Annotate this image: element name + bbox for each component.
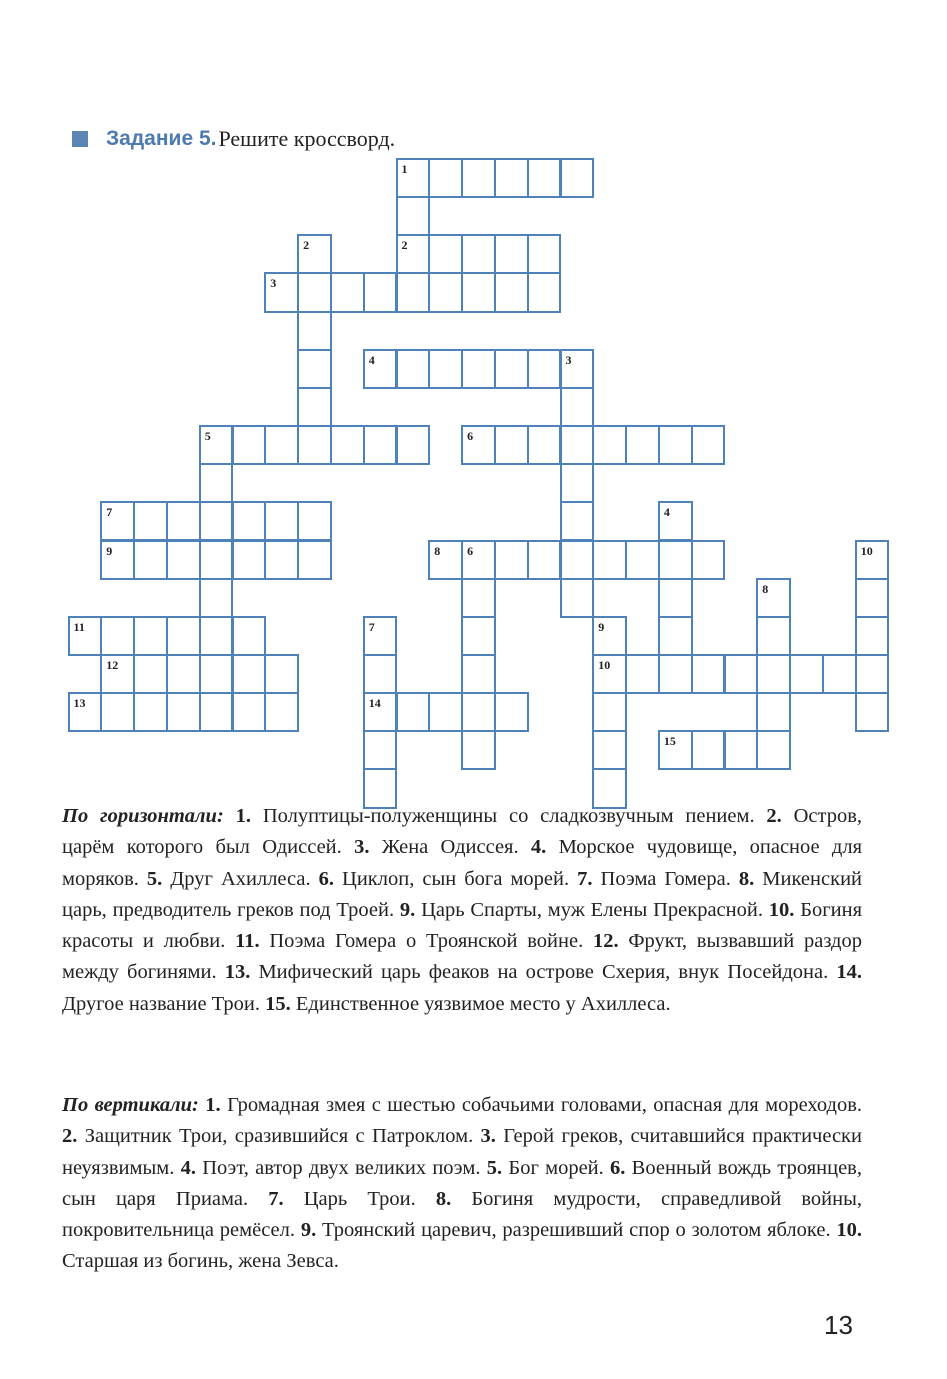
crossword-cell[interactable] xyxy=(527,540,562,580)
crossword-cell[interactable] xyxy=(133,654,168,694)
vertical-clue-text: Защитник Трои, сразившийся с Патроклом. xyxy=(77,1125,481,1148)
clue-number: 10 xyxy=(598,657,611,672)
crossword-cell[interactable] xyxy=(461,616,496,656)
crossword-cell[interactable] xyxy=(461,654,496,694)
clue-number: 11 xyxy=(73,619,85,634)
crossword-cell[interactable] xyxy=(691,425,726,465)
crossword-cell[interactable] xyxy=(428,234,463,274)
crossword-cell[interactable] xyxy=(232,540,267,580)
horizontal-clue-number: 15. xyxy=(265,992,291,1015)
crossword-cell[interactable] xyxy=(691,654,726,694)
crossword-cell[interactable] xyxy=(560,425,595,465)
crossword-cell[interactable] xyxy=(363,730,398,770)
crossword-cell[interactable] xyxy=(232,501,267,541)
horizontal-clue-text: Морское чудовище, опасное для моряков. xyxy=(62,836,862,890)
crossword-cell[interactable] xyxy=(592,540,627,580)
crossword-cell[interactable] xyxy=(691,540,726,580)
crossword-cell[interactable] xyxy=(199,463,234,503)
vertical-clues xyxy=(62,1090,862,1278)
vertical-clue-text: Бог морей. xyxy=(502,1156,611,1179)
horizontal-clue-text: Богиня красоты и любви. xyxy=(62,898,862,953)
crossword-cell[interactable] xyxy=(494,234,529,274)
crossword-cell[interactable] xyxy=(724,654,759,694)
crossword-cell[interactable] xyxy=(232,654,267,694)
crossword-cell[interactable] xyxy=(592,425,627,465)
crossword-cell[interactable] xyxy=(199,501,234,541)
vertical-clue-number: 2. xyxy=(62,1125,78,1148)
vertical-clue-text: Троянский царевич, разрешивший спор о золотом яблоке. xyxy=(316,1219,837,1242)
crossword-cell[interactable] xyxy=(592,692,627,732)
crossword-cell[interactable] xyxy=(625,540,660,580)
horizontal-clue-number: 13. xyxy=(224,961,251,984)
horizontal-clue-number: 5. xyxy=(146,867,163,890)
crossword-cell[interactable] xyxy=(264,501,299,541)
crossword-cell[interactable] xyxy=(658,654,693,694)
crossword-cell[interactable] xyxy=(363,272,398,312)
clue-number: 9 xyxy=(598,619,605,634)
clue-number: 3 xyxy=(270,276,277,291)
crossword-cell[interactable] xyxy=(494,272,529,312)
crossword-cell[interactable] xyxy=(527,234,562,274)
crossword-cell[interactable] xyxy=(724,730,759,770)
crossword-cell[interactable] xyxy=(756,654,791,694)
crossword-cell[interactable] xyxy=(625,425,660,465)
crossword-cell[interactable] xyxy=(494,425,529,465)
clue-number: 4 xyxy=(663,505,670,520)
crossword-cell[interactable] xyxy=(396,692,431,732)
crossword-cell[interactable] xyxy=(461,730,496,770)
crossword-cell[interactable] xyxy=(166,540,201,580)
vertical-clue-text: Герой греков, считавшийся практически неуязвимым. xyxy=(62,1125,862,1179)
clue-number: 10 xyxy=(860,543,873,558)
horizontal-clue-text: Полуптицы-полуженщины со сладкозвучным пением. xyxy=(251,805,767,827)
crossword-cell[interactable] xyxy=(100,692,135,732)
crossword-cell[interactable] xyxy=(330,425,365,465)
vertical-clue-number: 7. xyxy=(268,1187,284,1210)
horizontal-clue-text: Другое название Трои. xyxy=(62,992,266,1015)
horizontal-clue-number: 6. xyxy=(318,867,335,890)
crossword-cell[interactable] xyxy=(396,425,431,465)
clue-number: 1 xyxy=(401,162,408,176)
crossword-cell[interactable] xyxy=(658,616,693,656)
crossword-cell[interactable] xyxy=(658,578,693,618)
horizontal-clue-text: Циклоп, сын бога морей. xyxy=(334,867,578,890)
crossword-cell[interactable] xyxy=(297,387,332,427)
vertical-clue-text: Старшая из богинь, жена Зевса. xyxy=(62,1250,339,1273)
vertical-clue-number: 3. xyxy=(480,1125,496,1148)
crossword-cell[interactable] xyxy=(199,616,234,656)
crossword-cell[interactable] xyxy=(264,654,299,694)
crossword-cell[interactable] xyxy=(789,654,824,694)
crossword-cell[interactable] xyxy=(461,234,496,274)
vertical-clue-number: 10. xyxy=(836,1219,863,1242)
vertical-clue-number: 9. xyxy=(300,1219,317,1242)
clue-number: 8 xyxy=(434,543,441,558)
horizontal-clue-number: 2. xyxy=(766,805,782,827)
crossword-cell[interactable] xyxy=(855,692,890,732)
crossword-cell[interactable] xyxy=(855,616,890,656)
vertical-clue-text: Царь Трои. xyxy=(283,1187,436,1210)
horizontal-clue-number: 4. xyxy=(530,836,547,859)
crossword-cell[interactable] xyxy=(232,692,267,732)
crossword-cell[interactable] xyxy=(100,616,135,656)
clue-number: 3 xyxy=(565,352,572,367)
horizontal-clue-number: 12. xyxy=(592,930,619,953)
crossword-cell[interactable] xyxy=(592,730,627,770)
crossword-cell[interactable] xyxy=(756,692,791,732)
horizontal-clues xyxy=(62,801,862,1020)
clue-number: 7 xyxy=(106,505,113,520)
vertical-clue-number: 1. xyxy=(205,1094,221,1116)
horizontal-clue-text: Жена Одиссея. xyxy=(369,836,531,859)
clue-number: 9 xyxy=(106,543,113,558)
crossword-cell[interactable] xyxy=(166,616,201,656)
clue-number: 8 xyxy=(762,581,769,596)
crossword-cell[interactable] xyxy=(560,540,595,580)
clue-number: 2 xyxy=(303,238,310,253)
crossword-cell[interactable] xyxy=(166,654,201,694)
task-label: Задание 5. xyxy=(106,127,217,150)
crossword-cell[interactable] xyxy=(691,730,726,770)
crossword-cell[interactable] xyxy=(527,158,562,198)
horizontal-clue-number: 8. xyxy=(738,867,755,890)
crossword-cell[interactable] xyxy=(855,578,890,618)
horizontal-clue-text: Единственное уязвимое место у Ахиллеса. xyxy=(290,992,671,1015)
horizontal-clue-number: 14. xyxy=(836,961,862,984)
crossword-cell[interactable] xyxy=(560,501,595,541)
crossword-cell[interactable] xyxy=(461,692,496,732)
crossword-cell[interactable] xyxy=(658,425,693,465)
crossword-cell[interactable] xyxy=(264,692,299,732)
crossword-cell[interactable] xyxy=(166,501,201,541)
crossword-cell[interactable] xyxy=(199,578,234,618)
crossword-cell[interactable] xyxy=(330,272,365,312)
crossword-cell[interactable] xyxy=(428,692,463,732)
crossword-cell[interactable] xyxy=(297,501,332,541)
crossword-cell[interactable] xyxy=(461,272,496,312)
crossword-cell[interactable] xyxy=(396,272,431,312)
crossword-cell[interactable] xyxy=(494,692,529,732)
clue-number: 4 xyxy=(368,352,375,367)
crossword-cell[interactable] xyxy=(494,158,529,198)
vertical-clue-number: 6. xyxy=(610,1156,626,1179)
crossword-cell[interactable] xyxy=(199,540,234,580)
clue-number: 2 xyxy=(401,238,408,253)
vertical-heading: По вертикали: xyxy=(62,1094,199,1116)
crossword-cell[interactable] xyxy=(297,425,332,465)
clue-number: 13 xyxy=(73,696,86,711)
horizontal-clue-text: Фрукт, вызвавший раздор между богинями. xyxy=(62,930,862,984)
crossword-cell[interactable] xyxy=(494,349,529,389)
crossword-cell[interactable] xyxy=(822,654,857,694)
vertical-clue-text: Поэт, автор двух великих поэм. xyxy=(195,1156,487,1179)
crossword-cell[interactable] xyxy=(264,540,299,580)
crossword-cell[interactable] xyxy=(363,425,398,465)
vertical-clue-number: 5. xyxy=(486,1156,503,1179)
clue-number: 12 xyxy=(106,657,119,672)
crossword-cell[interactable] xyxy=(232,616,267,656)
clue-number: 5 xyxy=(204,429,211,444)
crossword-cell[interactable] xyxy=(428,349,463,389)
clue-number: 7 xyxy=(368,619,375,634)
crossword-cell[interactable] xyxy=(756,616,791,656)
horizontal-clue-text: Микенский царь, предводитель греков под Троей. xyxy=(62,867,863,921)
horizontal-clue-text: Остров, царём которого был Одиссей. xyxy=(62,805,863,859)
crossword-cell[interactable] xyxy=(428,272,463,312)
crossword-cell[interactable] xyxy=(363,654,398,694)
horizontal-clue-number: 3. xyxy=(354,836,370,859)
clue-number: 6 xyxy=(467,543,474,558)
crossword-cell[interactable] xyxy=(199,654,234,694)
crossword-cell[interactable] xyxy=(494,540,529,580)
horizontal-heading: По горизонтали: xyxy=(62,805,224,827)
horizontal-clue-text: Мифический царь феаков на острове Схерия, внук Посейдона. xyxy=(250,961,837,984)
page-number: 13 xyxy=(824,1310,853,1340)
crossword-cell[interactable] xyxy=(855,654,890,694)
horizontal-clue-number: 7. xyxy=(577,867,593,890)
crossword-cell[interactable] xyxy=(264,425,299,465)
vertical-clue-number: 4. xyxy=(180,1156,196,1179)
task-text: Решите кроссворд. xyxy=(218,126,396,151)
crossword-cell[interactable] xyxy=(527,425,562,465)
crossword-cell[interactable] xyxy=(560,387,595,427)
crossword-cell[interactable] xyxy=(560,578,595,618)
vertical-clue-text: Громадная змея с шестью собачьими головами, опасная для мореходов. xyxy=(220,1094,863,1116)
crossword-cell[interactable] xyxy=(560,463,595,503)
crossword-cell[interactable] xyxy=(133,501,168,541)
vertical-clue-number: 8. xyxy=(435,1187,452,1210)
crossword-cell[interactable] xyxy=(133,540,168,580)
crossword-cell[interactable] xyxy=(625,654,660,694)
crossword-cell[interactable] xyxy=(232,425,267,465)
crossword-cell[interactable] xyxy=(527,272,562,312)
crossword-cell[interactable] xyxy=(297,272,332,312)
vertical-clue-text: Богиня мудрости, справедливой войны, покровительница ремёсел. xyxy=(62,1187,862,1242)
crossword-cell[interactable] xyxy=(461,578,496,618)
horizontal-clue-text: Друг Ахиллеса. xyxy=(162,867,319,890)
crossword-cell[interactable] xyxy=(396,349,431,389)
clue-number: 15 xyxy=(663,734,676,749)
crossword-cell[interactable] xyxy=(527,349,562,389)
horizontal-clue-text: Царь Спарты, муж Елены Прекрасной. xyxy=(415,898,769,921)
crossword-cell[interactable] xyxy=(560,158,595,198)
crossword-cell[interactable] xyxy=(166,692,201,732)
horizontal-clue-text: Поэма Гомера о Троянской войне. xyxy=(259,930,593,953)
crossword-cell[interactable] xyxy=(461,349,496,389)
horizontal-clue-number: 1. xyxy=(235,805,251,827)
crossword-cell[interactable] xyxy=(199,692,234,732)
crossword-cell[interactable] xyxy=(461,158,496,198)
horizontal-clue-number: 11. xyxy=(235,930,260,953)
crossword-cell[interactable] xyxy=(133,616,168,656)
horizontal-clue-number: 10. xyxy=(768,898,795,921)
crossword-cell[interactable] xyxy=(396,196,431,236)
crossword-cell[interactable] xyxy=(297,349,332,389)
crossword-cell[interactable] xyxy=(133,692,168,732)
crossword-cell[interactable] xyxy=(297,540,332,580)
clue-number: 14 xyxy=(368,696,381,711)
horizontal-clue-number: 9. xyxy=(399,898,416,921)
vertical-clue-text: Военный вождь троянцев, сын царя Приама. xyxy=(62,1156,862,1210)
crossword-cell[interactable] xyxy=(428,158,463,198)
crossword-cell[interactable] xyxy=(658,540,693,580)
horizontal-clue-text: Поэма Гомера. xyxy=(592,867,739,890)
crossword-cell[interactable] xyxy=(297,311,332,351)
clue-number: 6 xyxy=(467,429,474,444)
crossword-cell[interactable] xyxy=(756,730,791,770)
